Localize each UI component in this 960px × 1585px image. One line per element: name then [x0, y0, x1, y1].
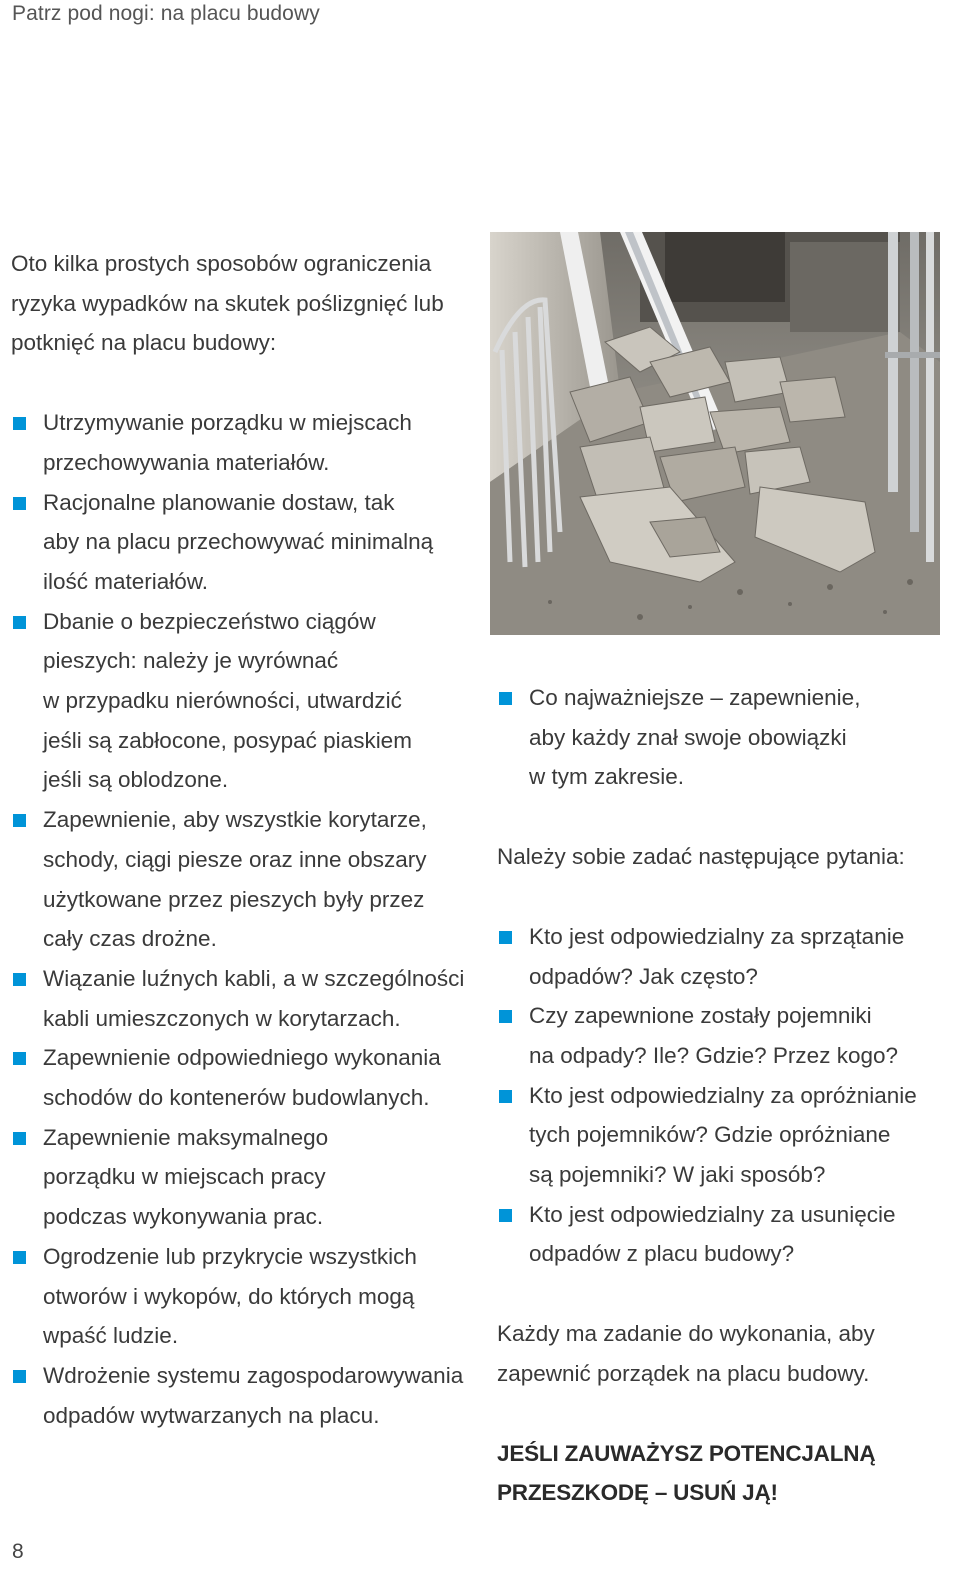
intro-paragraph: [11, 244, 481, 363]
list-item: [11, 800, 481, 959]
list-item-line: Co najważniejsze – zapewnienie,: [529, 685, 861, 710]
list-item-line: odpadów? Jak często?: [529, 963, 758, 989]
list-item-line: Kto jest odpowiedzialny za opróżnianie: [529, 1082, 917, 1108]
closing-line: Każdy ma zadanie do wykonania, aby: [497, 1321, 875, 1347]
list-item: [497, 678, 937, 797]
bullet-square-icon: [13, 1132, 26, 1145]
list-item-line: na odpady? Ile? Gdzie? Przez kogo?: [529, 1042, 898, 1068]
bullet-square-icon: [499, 1209, 512, 1222]
list-item-line: Racjonalne planowanie dostaw, tak: [43, 489, 395, 515]
list-item-line: ilość materiałów.: [43, 568, 209, 594]
list-item-line: schody, ciągi piesze oraz inne obszary: [43, 846, 427, 872]
list-item: [497, 1076, 937, 1195]
call-to-action-line: JEŚLI ZAUWAŻYSZ POTENCJALNĄ: [497, 1440, 876, 1466]
bullet-square-icon: [13, 616, 26, 629]
list-item-line: w przypadku nierówności, utwardzić: [43, 688, 402, 714]
list-item-line: Kto jest odpowiedzialny za usunięcie: [529, 1201, 896, 1227]
right-column: [497, 678, 937, 1513]
list-item-line: Czy zapewnione zostały pojemniki: [529, 1003, 872, 1029]
closing-line: zapewnić porządek na placu budowy.: [497, 1360, 870, 1386]
bullet-square-icon: [13, 814, 26, 827]
safety-measures-list: [11, 403, 481, 1435]
list-item: [11, 602, 481, 801]
questions-list: [497, 917, 937, 1274]
list-item: [11, 1118, 481, 1237]
list-item-line: Kto jest odpowiedzialny za sprzątanie: [529, 923, 905, 949]
list-item-line: podczas wykonywania prac.: [43, 1204, 324, 1230]
list-item-line: pieszych: należy je wyrównać: [43, 648, 339, 674]
intro-line: Oto kilka prostych sposobów ograniczenia: [11, 251, 432, 276]
bullet-square-icon: [499, 931, 512, 944]
page-header: Patrz pod nogi: na placu budowy: [12, 2, 320, 25]
call-to-action: [497, 1434, 937, 1513]
list-item-line: w tym zakresie.: [529, 764, 685, 790]
list-item: [497, 996, 937, 1075]
list-item: [497, 917, 937, 996]
list-item-line: wpaść ludzie.: [43, 1323, 179, 1349]
list-item-line: schodów do kontenerów budowlanych.: [43, 1085, 430, 1111]
responsibility-list: [497, 678, 937, 797]
list-item-line: użytkowane przez pieszych były przez: [43, 886, 425, 912]
list-item-line: cały czas drożne.: [43, 926, 217, 952]
list-item: [11, 1237, 481, 1356]
closing-paragraph: [497, 1314, 937, 1393]
list-item-line: tych pojemników? Gdzie opróżniane: [529, 1122, 891, 1148]
left-column: [11, 244, 481, 1435]
list-item-line: Zapewnienie odpowiedniego wykonania: [43, 1045, 441, 1071]
list-item-line: odpadów wytwarzanych na placu.: [43, 1402, 380, 1428]
list-item-line: Zapewnienie maksymalnego: [43, 1124, 329, 1150]
list-item: [11, 483, 481, 602]
list-item: [11, 1038, 481, 1117]
questions-intro: Należy sobie zadać następujące pytania:: [497, 844, 905, 870]
list-item-line: aby na placu przechowywać minimalną: [43, 529, 434, 555]
call-to-action-line: PRZESZKODĘ – USUŃ JĄ!: [497, 1480, 778, 1506]
intro-line: potknięć na placu budowy:: [11, 330, 277, 356]
list-item-line: Wdrożenie systemu zagospodarowywania: [43, 1362, 464, 1388]
intro-line: ryzyka wypadków na skutek poślizgnięć lub: [11, 290, 444, 316]
list-item-line: otworów i wykopów, do których mogą: [43, 1283, 415, 1309]
construction-site-photo: [490, 232, 940, 635]
bullet-square-icon: [13, 497, 26, 510]
bullet-square-icon: [13, 1052, 26, 1065]
list-item-line: Ogrodzenie lub przykrycie wszystkich: [43, 1243, 417, 1269]
list-item-line: Dbanie o bezpieczeństwo ciągów: [43, 608, 376, 634]
list-item-line: aby każdy znał swoje obowiązki: [529, 724, 847, 750]
bullet-square-icon: [499, 692, 512, 705]
list-item: [11, 403, 481, 482]
list-item-line: jeśli są zabłocone, posypać piaskiem: [43, 727, 412, 753]
bullet-square-icon: [499, 1010, 512, 1023]
bullet-square-icon: [13, 417, 26, 430]
list-item-line: Zapewnienie, aby wszystkie korytarze,: [43, 807, 427, 833]
bullet-square-icon: [13, 1370, 26, 1383]
list-item-line: kabli umieszczonych w korytarzach.: [43, 1005, 401, 1031]
page-number: 8: [12, 1540, 24, 1563]
bullet-square-icon: [13, 1251, 26, 1264]
bullet-square-icon: [499, 1090, 512, 1103]
list-item-line: jeśli są oblodzone.: [43, 767, 229, 793]
list-item-line: Wiązanie luźnych kabli, a w szczególności: [43, 965, 465, 991]
list-item-line: porządku w miejscach pracy: [43, 1164, 326, 1190]
list-item-line: odpadów z placu budowy?: [529, 1241, 795, 1267]
bullet-square-icon: [13, 973, 26, 986]
list-item: [11, 959, 481, 1038]
list-item-line: Utrzymywanie porządku w miejscach: [43, 410, 412, 436]
list-item: [11, 1356, 481, 1435]
list-item-line: przechowywania materiałów.: [43, 449, 330, 475]
list-item: [497, 1195, 937, 1274]
list-item-line: są pojemniki? W jaki sposób?: [529, 1162, 826, 1188]
